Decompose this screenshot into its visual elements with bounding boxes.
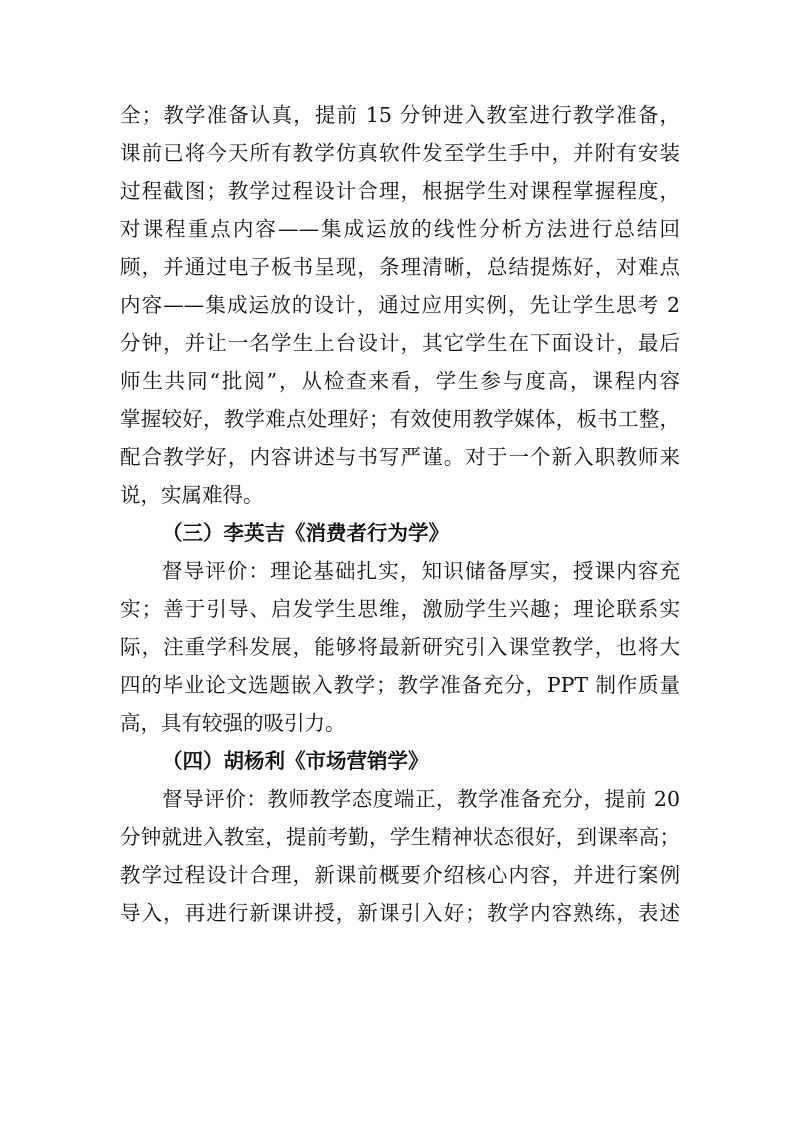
paragraph-section-4 <box>120 780 680 932</box>
document-page <box>120 96 680 932</box>
paragraph-section-3 <box>120 552 680 742</box>
text-line: 实；善于引导、启发学生思维，激励学生兴趣；理论联系实 <box>120 597 680 621</box>
text-line: 课前已将今天所有教学仿真软件发至学生手中，并附有安装 <box>120 141 680 165</box>
text-line: 配合教学好，内容讲述与书写严谨。对于一个新入职教师来 <box>120 445 680 469</box>
text-line: 分钟，并让一名学生上台设计，其它学生在下面设计，最后 <box>120 331 680 355</box>
text-line: 督导评价：教师教学态度端正，教学准备充分，提前 20 <box>162 787 680 811</box>
text-line: 四的毕业论文选题嵌入教学；教学准备充分，PPT 制作质量 <box>120 673 680 697</box>
text-line: 过程截图；教学过程设计合理，根据学生对课程掌握程度， <box>120 179 680 203</box>
text-line: 对课程重点内容——集成运放的线性分析方法进行总结回 <box>120 217 680 241</box>
text-line: 掌握较好，教学难点处理好；有效使用教学媒体，板书工整， <box>120 407 680 431</box>
section-heading-3: （三）李英吉《消费者行为学》 <box>162 521 449 545</box>
text-line: 内容——集成运放的设计，通过应用实例，先让学生思考 2 <box>120 293 680 317</box>
text-line: 督导评价：理论基础扎实，知识储备厚实，授课内容充 <box>162 559 680 583</box>
section-heading-4: （四）胡杨利《市场营销学》 <box>162 749 429 773</box>
text-line: 说，实属难得。 <box>120 483 264 507</box>
text-line: 顾，并通过电子板书呈现，条理清晰，总结提炼好，对难点 <box>120 255 680 279</box>
text-line: 师生共同“批阅”，从检查来看，学生参与度高，课程内容 <box>120 369 680 393</box>
text-line: 导入，再进行新课讲授，新课引入好；教学内容熟练，表述 <box>120 901 680 925</box>
text-line: 分钟就进入教室，提前考勤，学生精神状态很好，到课率高； <box>120 825 680 849</box>
text-line: 教学过程设计合理，新课前概要介绍核心内容，并进行案例 <box>120 863 680 887</box>
text-line: 高，具有较强的吸引力。 <box>120 711 346 735</box>
paragraph-continued <box>120 96 680 514</box>
text-line: 全；教学准备认真，提前 15 分钟进入教室进行教学准备， <box>120 103 680 127</box>
text-line: 际，注重学科发展，能够将最新研究引入课堂教学，也将大 <box>120 635 680 659</box>
